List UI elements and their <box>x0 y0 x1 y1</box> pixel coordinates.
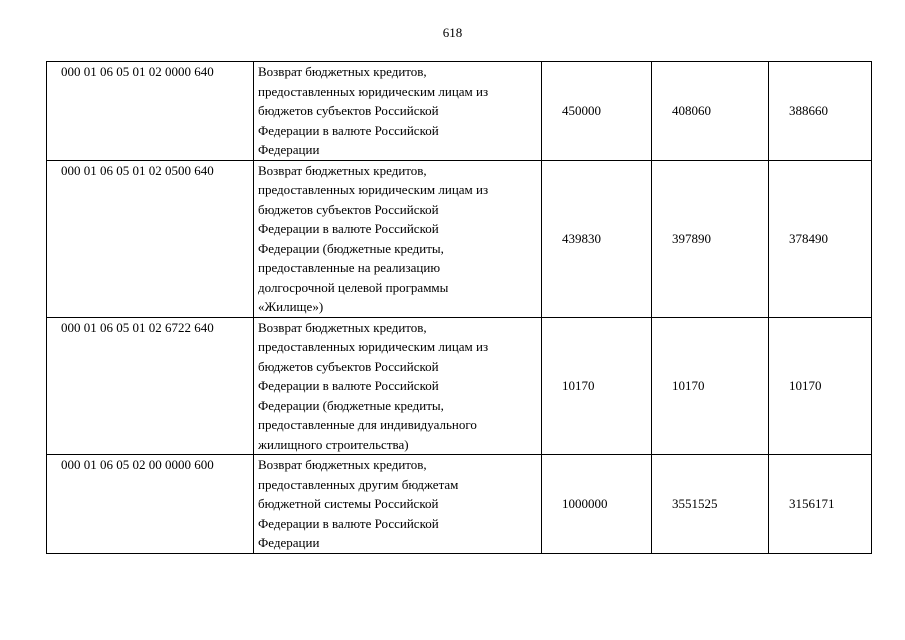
description-line: предоставленных юридическим лицам из <box>258 182 489 197</box>
value-cell: 1000000 <box>542 455 652 554</box>
description-line: предоставленных юридическим лицам из <box>258 339 489 354</box>
value-cell: 10170 <box>652 317 769 455</box>
description-line: предоставленные для индивидуального <box>258 417 477 432</box>
description-cell <box>254 317 542 455</box>
budget-code-cell: 000 01 06 05 01 02 0000 640 <box>47 62 254 161</box>
value-cell: 10170 <box>769 317 872 455</box>
description-line: Федерации в валюте Российской <box>258 378 439 393</box>
description-line: предоставленные на реализацию <box>258 260 441 275</box>
description-line: «Жилище») <box>258 299 324 314</box>
description-line: Возврат бюджетных кредитов, <box>258 457 427 472</box>
description-line: Возврат бюджетных кредитов, <box>258 64 427 79</box>
budget-code-cell: 000 01 06 05 01 02 0500 640 <box>47 160 254 317</box>
value-cell: 378490 <box>769 160 872 317</box>
value-cell: 408060 <box>652 62 769 161</box>
table-row <box>47 62 872 161</box>
value-cell: 439830 <box>542 160 652 317</box>
description-line: Возврат бюджетных кредитов, <box>258 319 427 335</box>
description-line: Возврат бюджетных кредитов, <box>258 162 427 178</box>
description-line: Федерации <box>258 535 320 550</box>
description-line: бюджетов субъектов Российской <box>258 201 439 217</box>
value-cell: 3156171 <box>769 455 872 554</box>
value-cell: 3551525 <box>652 455 769 554</box>
budget-table <box>46 61 872 554</box>
description-line: бюджетов субъектов Российской <box>258 358 439 374</box>
description-line: Федерации (бюджетные кредиты, <box>258 397 444 413</box>
budget-code-cell: 000 01 06 05 01 02 6722 640 <box>47 317 254 455</box>
description-line: Федерации <box>258 142 320 157</box>
value-cell: 388660 <box>769 62 872 161</box>
description-line: долгосрочной целевой программы <box>258 279 449 295</box>
description-line: бюджетов субъектов Российской <box>258 103 439 118</box>
table-row <box>47 160 872 317</box>
description-line: бюджетной системы Российской <box>258 496 439 511</box>
description-line: Федерации в валюте Российской <box>258 122 439 138</box>
description-line: Федерации (бюджетные кредиты, <box>258 240 444 256</box>
description-line: жилищного строительства) <box>258 436 409 452</box>
table-row <box>47 317 872 455</box>
description-line: Федерации в валюте Российской <box>258 221 439 236</box>
description-cell <box>254 62 542 161</box>
value-cell: 397890 <box>652 160 769 317</box>
value-cell: 10170 <box>542 317 652 455</box>
description-line: Федерации в валюте Российской <box>258 515 439 531</box>
description-line: предоставленных другим бюджетам <box>258 476 459 492</box>
description-line: предоставленных юридическим лицам из <box>258 83 489 99</box>
description-cell <box>254 455 542 554</box>
page-number: 618 <box>442 25 463 40</box>
table-row <box>47 455 872 554</box>
budget-code-cell: 000 01 06 05 02 00 0000 600 <box>47 455 254 554</box>
value-cell: 450000 <box>542 62 652 161</box>
description-cell <box>254 160 542 317</box>
